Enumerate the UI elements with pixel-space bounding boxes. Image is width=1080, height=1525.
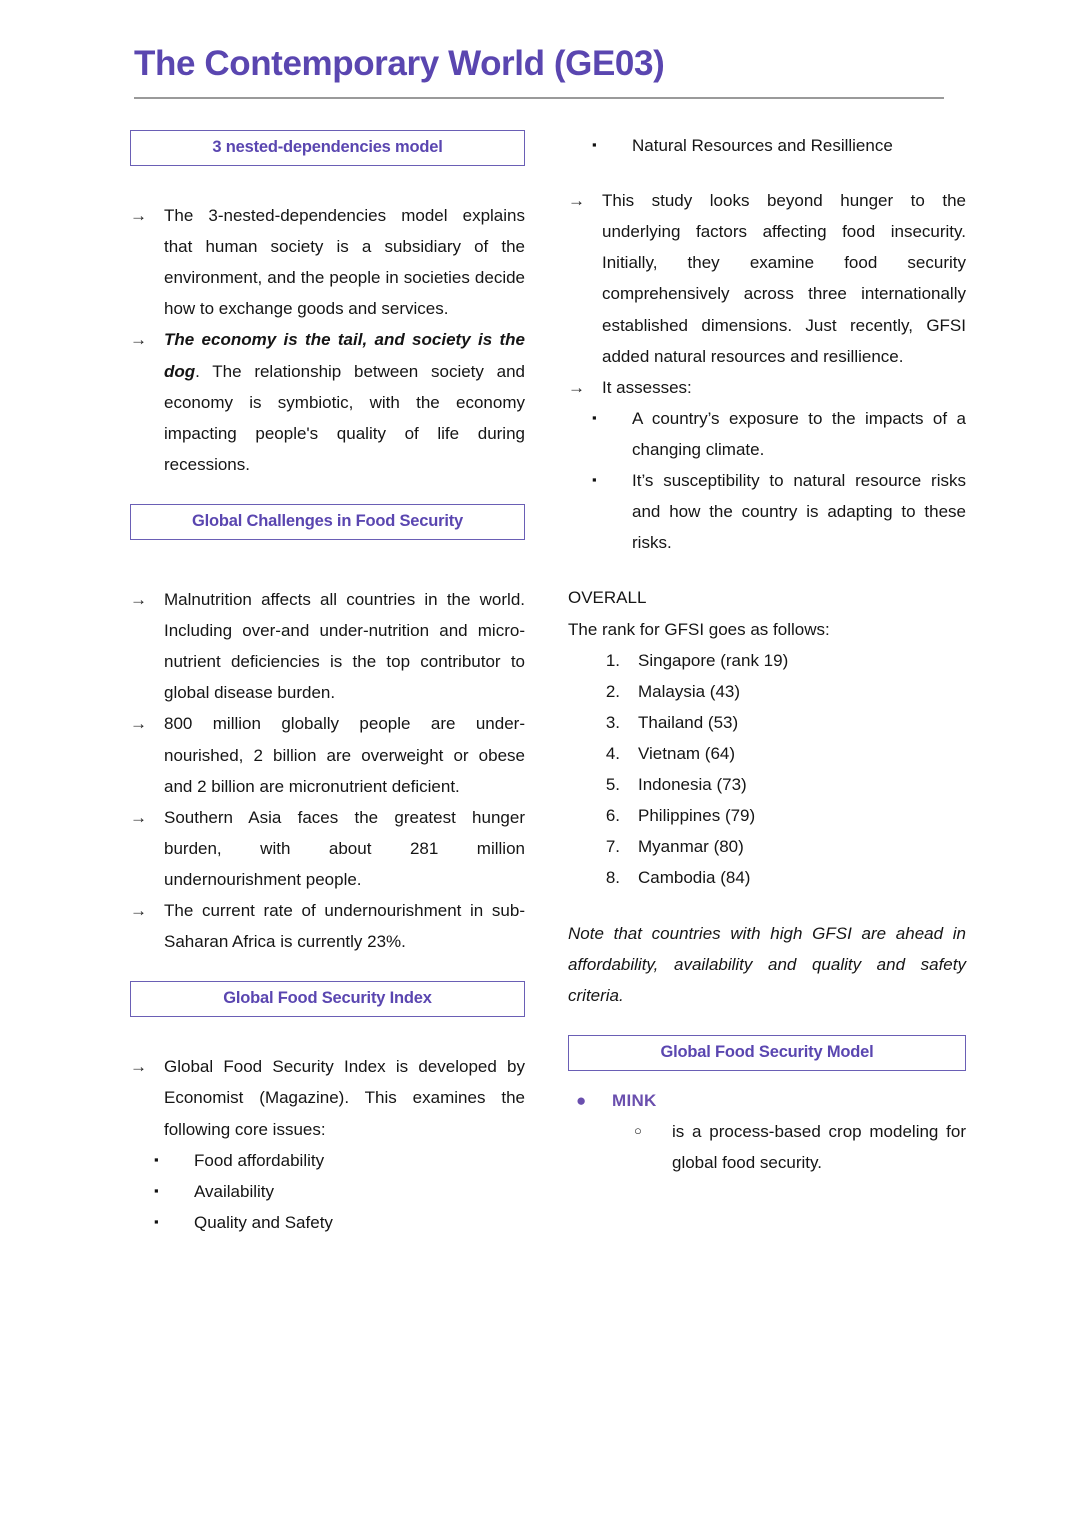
square-bullet-icon: ▪ [154,1151,159,1167]
spacer [130,540,525,584]
list-item-text: Indonesia (73) [638,775,747,795]
list-item-text: MINK [612,1090,657,1110]
list-item [592,130,966,161]
square-bullet-icon: ▪ [154,1213,159,1229]
list-number: 2. [605,681,620,701]
list-number: 1. [605,650,620,670]
list-item-text: Myanmar (80) [638,837,744,857]
list-item-text: . The relationship between society and economy is symbiotic, with the economy impacting people's quality of life during recessions. [164,361,525,474]
spacer [568,894,966,918]
list-item [130,1051,525,1144]
section-header-nested-dependencies [130,130,525,166]
list-item [592,465,966,558]
list-item-text: The 3-nested-dependencies model explains that human society is a subsidiary of the environment, and the people in societies decide how to exchange goods and services. [164,206,525,319]
list-item-text: A country’s exposure to the impacts of a changing climate. [632,408,966,459]
section-header-label: Global Food Security Index [223,989,432,1008]
arrow-icon: → [130,1057,147,1077]
list-item-text: Thailand (53) [638,712,739,732]
list-item-emphasis: The economy is the tail, and society is the dog [164,330,525,381]
list-item-text: 800 million globally people are under-nourished, 2 billion are overweight or obese and 2 billion are micronutrient deficient. [164,714,525,796]
list-item [592,403,966,465]
spacer [130,480,525,504]
spacer [130,166,525,200]
list-item [592,800,966,831]
list-item-text: Availability [194,1181,275,1201]
list-item-text: Singapore (rank 19) [638,650,789,670]
list-item-text: Food affordability [194,1150,325,1170]
section-header-label: Global Challenges in Food Security [192,511,463,530]
list-number: 7. [605,837,620,857]
list-item [154,1145,525,1176]
section-header-gfsi [130,981,525,1017]
list-item-text: It’s susceptibility to natural resource risks and how the country is adapting to these risks. [632,471,966,553]
circle-bullet-icon: ○ [634,1122,642,1138]
list-item-text: Cambodia (84) [638,868,751,888]
list-item [592,676,966,707]
arrow-icon: → [130,589,147,609]
square-bullet-icon: ▪ [592,409,597,425]
list-item-text: Philippines (79) [638,806,756,826]
document-header [134,44,946,99]
list-item [154,1176,525,1207]
list-item [130,895,525,957]
list-item [130,324,525,480]
arrow-icon: → [568,377,585,397]
square-bullet-icon: ▪ [154,1182,159,1198]
list-item-text: Natural Resources and Resillience [632,136,893,155]
spacer [568,161,966,185]
overall-label: OVERALL [568,588,647,608]
list-item-text: Southern Asia faces the greatest hunger burden, with about 281 million undernourishment people. [164,807,525,889]
list-item [130,802,525,895]
list-item [634,1116,966,1178]
list-item-text: Malnutrition affects all countries in the world. Including over-and under-nutrition and micro-nutrient deficiencies is the top contributor to global disease burden. [164,589,525,703]
arrow-icon: → [568,191,585,211]
list-number: 4. [605,743,620,763]
list-item [592,862,966,893]
right-column [568,130,966,1178]
list-item [592,831,966,862]
list-item-text: It assesses: [602,377,692,397]
list-item [592,707,966,738]
list-item [130,708,525,801]
page-title: The Contemporary World (GE03) [134,44,665,83]
title-divider [134,97,944,99]
list-item [154,1207,525,1238]
spacer [130,1017,525,1051]
arrow-icon: → [130,714,147,734]
arrow-icon: → [130,807,147,827]
list-item-text: Global Food Security Index is developed by Economist (Magazine). This examines the following core issues: [164,1057,525,1139]
list-item-text: The current rate of undernourishment in sub-Saharan Africa is currently 23%. [164,901,525,952]
spacer [568,558,966,582]
list-number: 6. [605,806,620,826]
section-header-global-challenges [130,504,525,540]
square-bullet-icon: ▪ [592,137,597,152]
spacer [130,957,525,981]
list-number: 5. [605,775,620,795]
section-header-label: Global Food Security Model [660,1042,874,1061]
arrow-icon: → [130,206,147,225]
arrow-icon: → [130,330,147,350]
section-header-label: 3 nested-dependencies model [212,138,443,156]
list-item-text: This study looks beyond hunger to the underlying factors affecting food insecurity. Initially, they examine food security comprehensively across three internationally established dimensions. Just recently, GFSI added natural resources and resillience. [602,191,966,366]
list-item [592,738,966,769]
list-item [130,584,525,708]
list-item [592,645,966,676]
section-header-gfs-model [568,1035,966,1071]
spacer [568,1071,966,1085]
overall-note: Note that countries with high GFSI are ahead in affordability, availability and quality and safety criteria. [568,923,966,1005]
list-item [592,769,966,800]
arrow-icon: → [130,901,147,921]
list-item [568,185,966,372]
list-item-text: Malaysia (43) [638,681,741,701]
overall-intro: The rank for GFSI goes as follows: [568,619,830,639]
list-item-text: is a process-based crop modeling for global food security. [672,1121,966,1173]
list-item [576,1085,966,1116]
list-item [568,372,966,403]
list-item-text: Vietnam (64) [638,743,736,763]
left-column [130,130,525,1238]
square-bullet-icon: ▪ [592,472,597,488]
list-item-text: Quality and Safety [194,1212,333,1232]
list-number: 3. [605,712,620,732]
dot-bullet-icon: ● [576,1090,587,1110]
spacer [568,1011,966,1035]
list-number: 8. [605,868,620,888]
list-item [130,200,525,324]
